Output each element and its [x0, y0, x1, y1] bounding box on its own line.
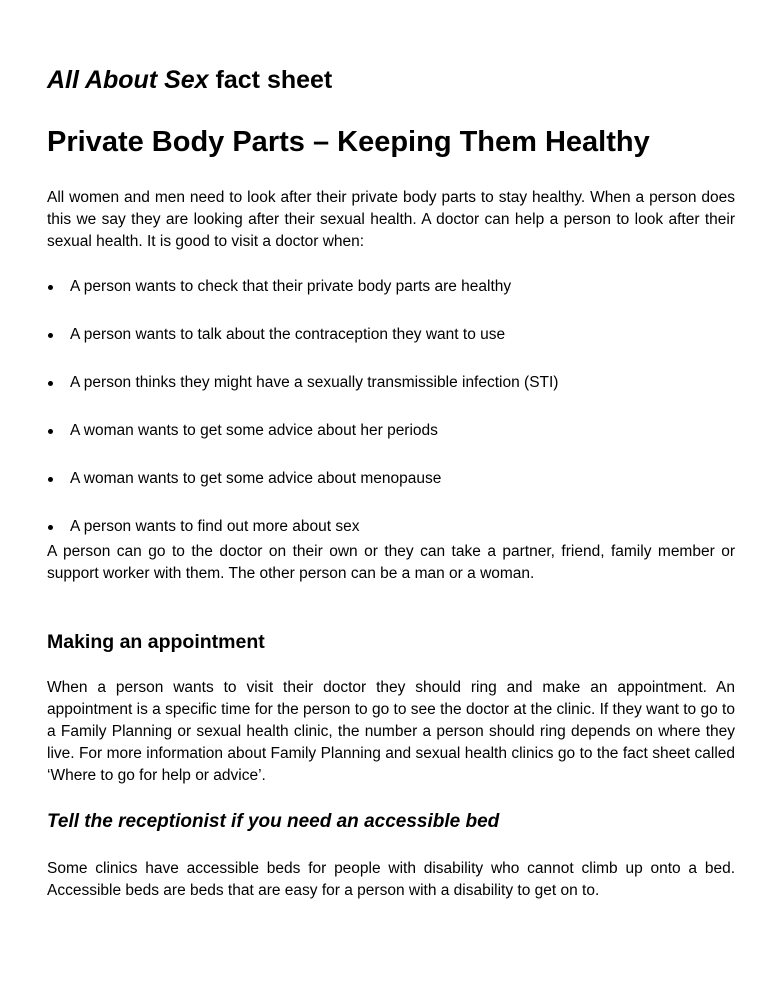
bullet-icon — [48, 285, 53, 290]
reasons-list — [47, 276, 735, 564]
list-item-text: A person thinks they might have a sexually transmissible infection (STI) — [70, 374, 559, 391]
document-title — [47, 66, 332, 95]
page-heading: Private Body Parts – Keeping Them Healthy — [47, 126, 650, 158]
bullet-icon — [48, 477, 53, 482]
list-item-text: A woman wants to get some advice about menopause — [70, 470, 442, 487]
section-heading-accessible-bed: Tell the receptionist if you need an accessible bed — [47, 811, 500, 832]
intro-paragraph: All women and men need to look after their private body parts to stay healthy. When a person does this we say they are looking after their sexual health. A doctor can help a person to look after their sexual health. It is good to visit a doctor when: — [47, 189, 735, 250]
list-item-text: A person wants to check that their private body parts are healthy — [70, 278, 512, 295]
title-suffix: fact sheet — [208, 66, 333, 94]
bullet-icon — [48, 381, 53, 386]
companion-paragraph: A person can go to the doctor on their own or they can take a partner, friend, family member or support worker with them. The other person can be a man or a woman. — [47, 543, 735, 582]
bullet-icon — [48, 429, 53, 434]
bullet-icon — [48, 333, 53, 338]
list-item-text: A woman wants to get some advice about her periods — [70, 422, 438, 439]
list-item-text: A person wants to find out more about sex — [70, 518, 360, 535]
list-item — [47, 516, 735, 538]
accessible-bed-paragraph: Some clinics have accessible beds for people with disability who cannot climb up onto a bed. Accessible beds are beds that are easy for a person with a disability to get on to. — [47, 860, 735, 899]
list-item — [47, 324, 735, 346]
section-heading-appointment: Making an appointment — [47, 631, 265, 653]
list-item — [47, 420, 735, 442]
list-item — [47, 468, 735, 490]
list-item — [47, 372, 735, 394]
list-item-text: A person wants to talk about the contraception they want to use — [70, 326, 506, 343]
list-item — [47, 276, 735, 298]
bullet-icon — [48, 525, 53, 530]
appointment-paragraph: When a person wants to visit their doctor they should ring and make an appointment. An appointment is a specific time for the person to go to see the doctor at the clinic. If they want to go to a Family Planning or sexual health clinic, the number a person should ring depends on where they live. For more information about Family Planning and sexual health clinics go to the fact sheet called ‘Where to go for help or advice’. — [47, 679, 735, 784]
title-series-name: All About Sex — [47, 66, 209, 94]
